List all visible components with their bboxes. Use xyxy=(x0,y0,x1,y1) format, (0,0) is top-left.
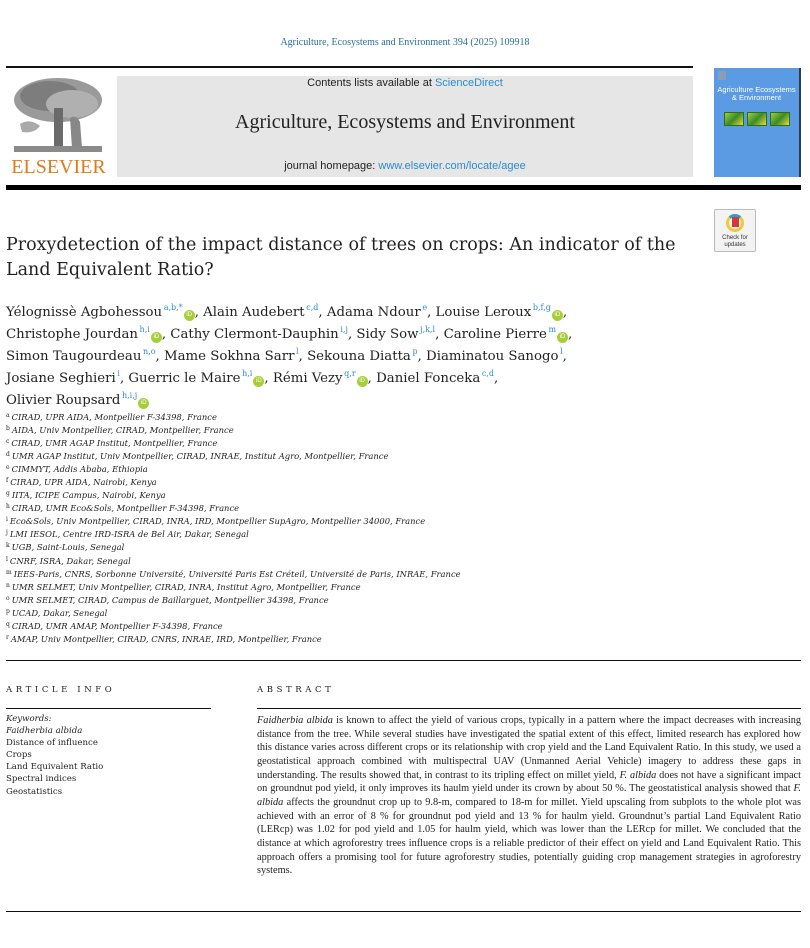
author-separator: , xyxy=(435,327,444,342)
keyword[interactable]: Spectral indices xyxy=(6,774,77,785)
orcid-icon[interactable]: iD xyxy=(552,310,563,321)
author-name[interactable]: Daniel Fonceka xyxy=(376,371,481,386)
affiliation-marker[interactable]: m xyxy=(546,325,557,334)
affiliation-item xyxy=(6,515,506,528)
affiliation-text: CIRAD, UMR AMAP, Montpellier F-34398, France xyxy=(11,620,223,631)
author-separator: , xyxy=(494,371,499,386)
author-separator: , xyxy=(347,327,357,342)
orcid-icon[interactable]: iD xyxy=(138,398,149,409)
orcid-icon[interactable]: iD xyxy=(557,332,568,343)
keywords-label: Keywords: xyxy=(6,714,52,724)
affiliation-item xyxy=(6,463,506,476)
abstract-segment: does not have a significant impact on groundnut pod yield, it only improves its haulm yield under its crown by about 50 %. The geostatistical analysis showed that xyxy=(257,769,801,795)
affiliation-item xyxy=(6,620,506,633)
author-separator: , xyxy=(367,371,377,386)
affiliation-item xyxy=(6,541,506,554)
affiliation-marker[interactable]: i xyxy=(115,369,120,378)
author-list xyxy=(6,302,706,412)
affiliation-key: h xyxy=(6,503,10,511)
affiliation-item xyxy=(6,476,506,489)
orcid-icon[interactable]: iD xyxy=(357,376,368,387)
affiliation-key: r xyxy=(6,633,9,641)
article-title: Proxydetection of the impact distance of trees on crops: An indicator of the Land Equivalent Ratio? xyxy=(6,235,676,280)
contents-prefix: Contents lists available at xyxy=(307,77,435,89)
author-name[interactable]: Yélognissè Agbohessou xyxy=(6,305,163,320)
author-name[interactable]: Diaminatou Sanogo xyxy=(426,349,559,364)
orcid-icon[interactable]: iD xyxy=(151,332,162,343)
author-name[interactable]: Caroline Pierre xyxy=(443,327,547,342)
author-name[interactable]: Christophe Jourdan xyxy=(6,327,138,342)
affiliation-item xyxy=(6,437,506,450)
author-separator: , xyxy=(417,349,427,364)
affiliation-key: n xyxy=(6,581,10,589)
bookmark-icon xyxy=(732,217,739,227)
keyword[interactable]: Land Equivalent Ratio xyxy=(6,762,104,773)
affiliation-item xyxy=(6,568,506,581)
author-name[interactable]: Sidy Sow xyxy=(356,327,419,342)
affiliation-key: i xyxy=(6,516,8,524)
keyword[interactable]: Geostatistics xyxy=(6,786,63,797)
keyword[interactable]: Distance of influence xyxy=(6,738,98,749)
author-name[interactable]: Mame Sokhna Sarr xyxy=(163,349,295,364)
affiliation-marker[interactable]: b,f,g xyxy=(531,303,551,312)
keywords-block xyxy=(6,713,216,798)
affiliation-item xyxy=(6,594,506,607)
affiliation-text: AMAP, Univ Montpellier, CIRAD, CNRS, INRAE, IRD, Montpellier, France xyxy=(10,633,322,644)
affiliation-text: UMR AGAP Institut, Univ Montpellier, CIRAD, INRAE, Institut Agro, Montpellier, France xyxy=(11,451,389,462)
author-name[interactable]: Sekouna Diatta xyxy=(307,349,411,364)
contents-line xyxy=(117,76,693,90)
footer-rule xyxy=(6,911,801,912)
affiliation-marker[interactable]: l xyxy=(558,347,563,356)
cover-title: Agriculture Ecosystems & Environment xyxy=(717,85,796,102)
journal-title: Agriculture, Ecosystems and Environment xyxy=(235,111,575,133)
affiliation-marker[interactable]: l xyxy=(294,347,299,356)
abstract-segment: affects the groundnut crop up to 9.8-m, compared to 18-m for millet. Yield upscaling from subplots to the whole plot was achieved with an error of 8 % for groundnut pod yield and 13 % for haulm yield. Groundnut’s partial Land Equivalent Ratio (LERcp) was 1.02 for pod yield and 1.05 for haulm yield, which was lower than the LERcp for millet. We concluded that the distance at which agroforestry trees influence crops is a reliable predictor of their effect on yield and Land Equivalent Ratio. This approach offers a promising tool for future agroforestry studies, potentially guiding crop management strategies in agroforestry systems. xyxy=(257,796,801,877)
affiliation-key: e xyxy=(6,464,10,472)
author-name[interactable]: Cathy Clermont-Dauphin xyxy=(170,327,339,342)
affiliation-marker[interactable]: j,k,l xyxy=(418,325,436,334)
affiliation-key: k xyxy=(6,542,10,550)
affiliation-key: o xyxy=(6,594,10,602)
keyword[interactable]: Faidherbia albida xyxy=(6,726,83,737)
affiliation-marker[interactable]: p xyxy=(410,347,418,356)
journal-cover[interactable] xyxy=(714,68,801,177)
affiliation-marker[interactable]: c,d xyxy=(480,369,495,378)
abstract-species-name: F. albida xyxy=(257,783,801,808)
affiliation-key: m xyxy=(6,568,12,576)
affiliation-key: d xyxy=(6,451,10,459)
affiliation-marker[interactable]: c,d xyxy=(304,303,319,312)
affiliation-key: l xyxy=(6,555,8,563)
affiliation-marker[interactable]: h,i xyxy=(240,369,253,378)
affiliation-text: UCAD, Dakar, Senegal xyxy=(11,607,108,618)
header-rule xyxy=(6,66,693,68)
abstract-species-name: Faidherbia albida xyxy=(257,715,333,726)
author-separator: , xyxy=(298,349,308,364)
affiliation-marker[interactable]: h,i xyxy=(137,325,150,334)
author-name[interactable]: Adama Ndour xyxy=(326,305,421,320)
cover-publisher-icon xyxy=(718,71,726,80)
affiliation-text: IITA, ICIPE Campus, Nairobi, Kenya xyxy=(11,490,166,501)
affiliation-key: b xyxy=(6,425,10,433)
header-thick-rule xyxy=(6,185,801,190)
affiliation-item xyxy=(6,528,506,541)
affiliation-item xyxy=(6,581,506,594)
affiliation-item xyxy=(6,424,506,437)
affiliation-key: p xyxy=(6,607,10,615)
elsevier-tree-icon xyxy=(10,76,106,154)
affiliation-marker[interactable]: e xyxy=(420,303,428,312)
affiliation-item xyxy=(6,411,506,424)
check-updates-label: Check for updates xyxy=(722,235,748,248)
author-name[interactable]: Josiane Seghieri xyxy=(6,371,116,386)
author-separator: , xyxy=(562,305,568,320)
author-name[interactable]: Louise Leroux xyxy=(435,305,532,320)
affiliation-marker[interactable]: h,i,j xyxy=(120,391,138,400)
orcid-icon[interactable]: iD xyxy=(184,310,195,321)
affiliation-marker[interactable]: q,r xyxy=(342,369,356,378)
abstract-text xyxy=(257,714,801,878)
author-separator: , xyxy=(119,371,129,386)
affiliation-text: CNRF, ISRA, Dakar, Senegal xyxy=(9,555,131,566)
affiliation-item xyxy=(6,450,506,463)
author-separator: , xyxy=(318,305,327,320)
author-separator: , xyxy=(161,327,171,342)
affiliation-item xyxy=(6,607,506,620)
affiliation-key: f xyxy=(6,477,9,485)
author-name[interactable]: Guerric le Maire xyxy=(128,371,241,386)
affiliation-text: Eco&Sols, Univ Montpellier, CIRAD, INRA, IRD, Montpellier SupAgro, Montpellier 34000, France xyxy=(9,516,426,527)
affiliation-marker[interactable]: n,o xyxy=(141,347,156,356)
author-separator: , xyxy=(194,305,204,320)
journal-citation[interactable]: Agriculture, Ecosystems and Environment 394 (2025) 109918 xyxy=(280,37,530,48)
homepage-prefix: journal homepage: xyxy=(284,160,379,172)
elsevier-logo[interactable] xyxy=(6,76,111,178)
section-rule xyxy=(6,660,801,661)
author-name[interactable]: Rémi Vezy xyxy=(272,371,343,386)
author-name[interactable]: Alain Audebert xyxy=(203,305,305,320)
affiliation-marker[interactable]: a,b,* xyxy=(162,303,183,312)
affiliation-key: a xyxy=(6,412,10,419)
journal-banner xyxy=(117,76,693,177)
affiliation-item xyxy=(6,502,506,515)
affiliation-text: CIMMYT, Addis Ababa, Ethiopia xyxy=(11,464,148,475)
author-name[interactable]: Olivier Roupsard xyxy=(6,393,121,408)
author-name[interactable]: Simon Taugourdeau xyxy=(6,349,142,364)
affiliation-text: UMR SELMET, CIRAD, Campus de Baillarguet, Montpellier 34398, France xyxy=(11,594,329,605)
author-separator: , xyxy=(562,349,567,364)
homepage-link[interactable]: www.elsevier.com/locate/agee xyxy=(378,160,526,172)
article-info-rule xyxy=(6,708,211,709)
affiliation-text: CIRAD, UMR AGAP Institut, Montpellier, France xyxy=(11,438,218,449)
author-separator: , xyxy=(568,327,573,342)
abstract-heading: ABSTRACT xyxy=(257,685,335,695)
affiliation-list xyxy=(6,411,506,646)
orcid-icon[interactable]: iD xyxy=(253,376,264,387)
affiliation-key: j xyxy=(6,529,8,537)
cover-image-tiles xyxy=(724,112,790,126)
affiliation-key: c xyxy=(6,438,10,446)
affiliation-key: q xyxy=(6,620,10,628)
affiliation-text: CIRAD, UPR AIDA, Montpellier F-34398, France xyxy=(11,412,217,422)
affiliation-text: CIRAD, UMR Eco&Sols, Montpellier F-34398, France xyxy=(11,503,240,514)
abstract-rule xyxy=(257,708,801,709)
affiliation-marker[interactable]: i,j xyxy=(338,325,348,334)
author-separator: , xyxy=(427,305,436,320)
author-separator: , xyxy=(155,349,164,364)
affiliation-text: LMI IESOL, Centre IRD-ISRA de Bel Air, Dakar, Senegal xyxy=(9,529,249,540)
affiliation-text: IEES-Paris, CNRS, Sorbonne Université, Université Paris Est Créteil, Université de Paris, INRAE, France xyxy=(13,568,461,579)
abstract-species-name: F. albida xyxy=(619,769,657,781)
keyword[interactable]: Crops xyxy=(6,750,32,761)
affiliation-item xyxy=(6,489,506,502)
homepage-line xyxy=(117,160,693,172)
article-info-heading: ARTICLE INFO xyxy=(6,685,116,695)
affiliation-text: CIRAD, UPR AIDA, Nairobi, Kenya xyxy=(10,477,157,488)
affiliation-item xyxy=(6,555,506,568)
affiliation-text: UMR SELMET, Univ Montpellier, CIRAD, INRA, Institut Agro, Montpellier, France xyxy=(11,581,361,592)
check-for-updates-button[interactable] xyxy=(714,209,756,252)
affiliation-text: AIDA, Univ Montpellier, CIRAD, Montpellier, France xyxy=(11,425,234,436)
affiliation-text: UGB, Saint-Louis, Senegal xyxy=(11,542,125,553)
elsevier-wordmark: ELSEVIER xyxy=(11,156,106,178)
affiliation-key: g xyxy=(6,490,10,498)
affiliation-item xyxy=(6,633,506,646)
author-separator: , xyxy=(264,371,273,386)
sciencedirect-link[interactable]: ScienceDirect xyxy=(434,77,503,89)
abstract-segment: is known to affect the yield of various crops, typically in a pattern where the impact decreases with increasing distance from the tree. While several studies have investigated the spatial extent of this effect, limited research has explored how this distance varies across different crops or its relationship with crop yield and the Land Equivalent Ratio. In this study, we used a geostatistical approach combined with multispectral UAV (Unmanned Aerial Vehicle) imagery to address these gaps in understanding. The results showed that, in contrast to its tripling effect on millet yield, xyxy=(257,715,801,781)
